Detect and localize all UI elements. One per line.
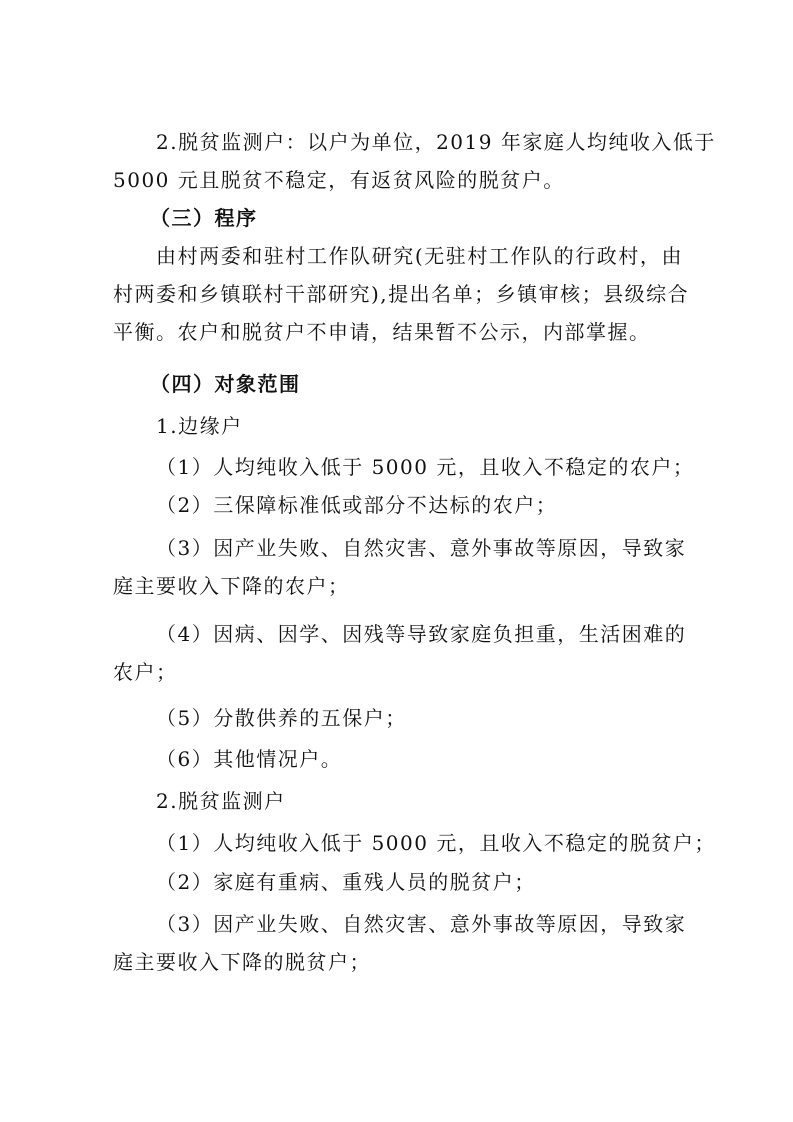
- subheading-monitoring-households: 2.脱贫监测户: [156, 789, 286, 813]
- text-line: 庭主要收入下降的脱贫户；: [113, 950, 371, 974]
- list-item: （6）其他情况户。: [156, 747, 343, 771]
- list-item: [113, 615, 687, 691]
- text-line: 由村两委和驻村工作队研究(无驻村工作队的行政村，由: [156, 244, 683, 268]
- text-line: 2.脱贫监测户：以户为单位，2019 年家庭人均纯收入低于: [156, 130, 716, 154]
- text-line: 村两委和乡镇联村干部研究),提出名单；乡镇审核；县级综合: [113, 282, 690, 306]
- text-line: 庭主要收入下降的农户；: [113, 574, 350, 598]
- section-heading-target-scope: （四）对象范围: [150, 372, 301, 396]
- list-item: [113, 905, 687, 981]
- list-item: （2）家庭有重病、重残人员的脱贫户；: [156, 870, 536, 894]
- text-line: 农户；: [113, 660, 178, 684]
- paragraph-monitoring-household-definition: [113, 123, 716, 199]
- text-line: （3）因产业失败、自然灾害、意外事故等原因，导致家: [156, 912, 687, 936]
- text-line: （3）因产业失败、自然灾害、意外事故等原因，导致家: [156, 536, 687, 560]
- paragraph-procedure: [113, 237, 690, 351]
- text-line: 平衡。农户和脱贫户不申请，结果暂不公示，内部掌握。: [113, 320, 651, 344]
- list-item: （2）三保障标准低或部分不达标的农户；: [156, 493, 558, 517]
- subheading-marginal-households: 1.边缘户: [156, 414, 243, 438]
- section-heading-procedure: （三）程序: [150, 206, 258, 230]
- text-line: （4）因病、因学、因残等导致家庭负担重，生活困难的: [156, 622, 687, 646]
- text-line: 5000 元且脱贫不稳定，有返贫风险的脱贫户。: [113, 168, 565, 192]
- list-item: （5）分散供养的五保户；: [156, 706, 407, 730]
- list-item: [113, 529, 687, 605]
- list-item: （1）人均纯收入低于 5000 元，且收入不稳定的农户；: [156, 455, 695, 479]
- list-item: （1）人均纯收入低于 5000 元，且收入不稳定的脱贫户；: [156, 831, 716, 855]
